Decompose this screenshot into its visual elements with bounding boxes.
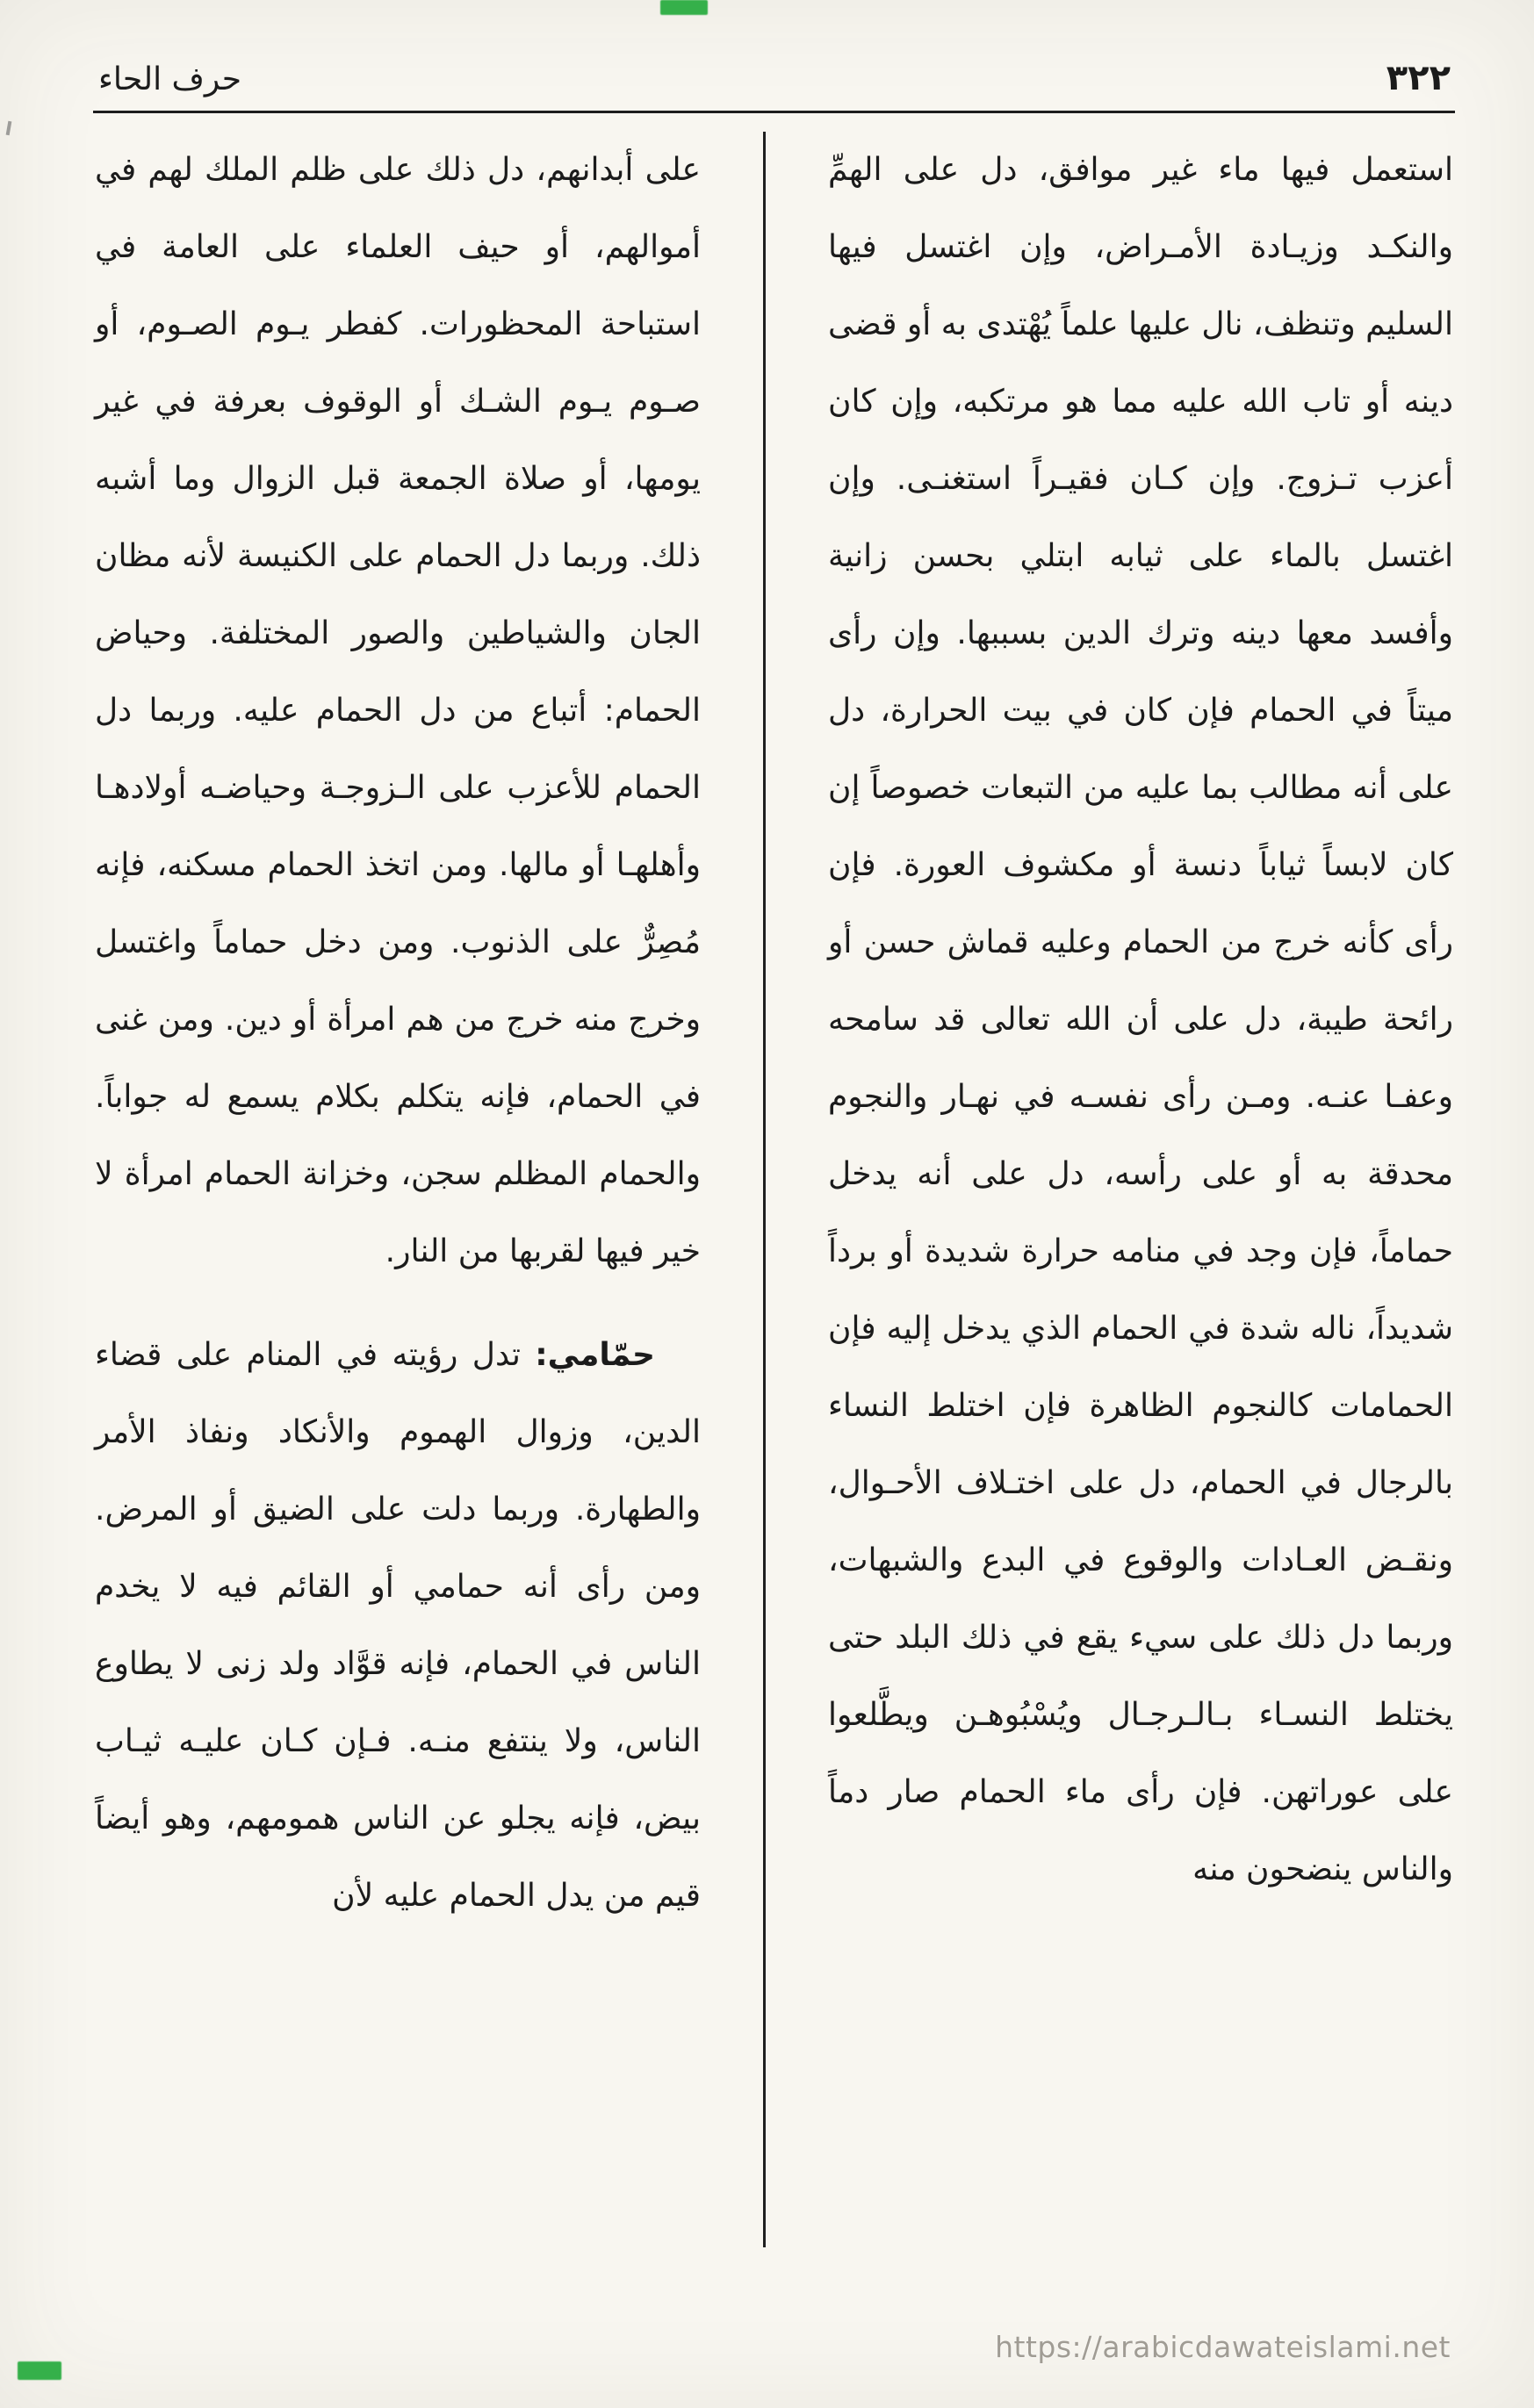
dictionary-entry — [95, 1317, 701, 1935]
scan-artifact-bottom — [18, 2361, 61, 2380]
right-column-paragraph: استعمل فيها ماء غير موافق، دل على الهمِّ والنكـد وزيـادة الأمـراض، وإن اغتسل فيها السليم وتنظف، نال عليها علماً يُهْتدى به أو قضى دينه أو تاب الله عليه مما هو مرتكبه، وإن كان أعزب تـزوج. وإن كـان فقيـراً استغنـى. وإن اغتسل بالماء على ثيابه ابتلي بحسن زانية وأفسد معها دينه وترك الدين بسببها. وإن رأى ميتاً في الحمام فإن كان في بيت الحرارة، دل على أنه مطالب بما عليه من التبعات خصوصاً إن كان لابساً ثياباً دنسة أو مكشوف العورة. فإن رأى كأنه خرج من الحمام وعليه قماش حسن أو رائحة طيبة، دل على أن الله تعالى قد سامحه وعفـا عنـه. ومـن رأى نفسـه في نهـار والنجوم محدقة به أو على رأسه، دل على أنه يدخل حماماً، فإن وجد في منامه حرارة شديدة أو برداً شديداً، ناله شدة في الحمام الذي يدخل إليه فإن الحمامات كالنجوم الظاهرة فإن اختلط النساء بالرجال في الحمام، دل على اختـلاف الأحـوال، ونقـض العـادات والوقوع في البدع والشبهات، وربما دل ذلك على سيء يقع في ذلك البلد حتى يختلط النسـاء بـالـرجـال ويُسْبُوهـن ويطَّلعوا على عوراتهن. فإن رأى ماء الحمام صار دماً والناس ينضحون منه — [828, 152, 1453, 1887]
left-column — [95, 132, 701, 2313]
scan-artifact-top — [660, 0, 708, 15]
page-header — [98, 58, 1451, 98]
text-columns — [95, 132, 1453, 2313]
section-title: حرف الحاء — [98, 61, 241, 97]
right-column — [828, 132, 1453, 2313]
entry-headword: حمّامي: — [535, 1337, 655, 1373]
page-number: ٣٢٢ — [1386, 58, 1451, 98]
entry-body: تدل رؤيته في المنام على قضاء الدين، وزوال الهموم والأنكاد ونفاذ الأمر والطهارة. وربما دلت على الضيق أو المرض. ومن رأى أنه حمامي أو القائم فيه لا يخدم الناس في الحمام، فإنه قوَّاد ولد زنى لا يطاوع الناس، ولا ينتفع منـه. فـإن كـان عليـه ثيـاب بيض، فإنه يجلو عن الناس همومهم، وهو أيضاً قيم من يدل الحمام عليه لأن — [95, 1337, 701, 1914]
scan-speck — [6, 121, 12, 135]
watermark-url: https://arabicdawateislami.net — [995, 2330, 1451, 2364]
left-column-paragraph: على أبدانهم، دل ذلك على ظلم الملك لهم في أموالهم، أو حيف العلماء على العامة في استباحة المحظورات. كفطر يـوم الصـوم، أو صـوم يـوم الشـك أو الوقوف بعرفة في غير يومها، أو صلاة الجمعة قبل الزوال وما أشبه ذلك. وربما دل الحمام على الكنيسة لأنه مظان الجان والشياطين والصور المختلفة. وحياض الحمام: أتباع من دل الحمام عليه. وربما دل الحمام للأعزب على الـزوجـة وحياضـه أولادهـا وأهلهـا أو مالها. ومن اتخذ الحمام مسكنه، فإنه مُصِرٌّ على الذنوب. ومن دخل حماماً واغتسل وخرج منه خرج من هم امرأة أو دين. ومن غنى في الحمام، فإنه يتكلم بكلام يسمع له جواباً. والحمام المظلم سجن، وخزانة الحمام امرأة لا خير فيها لقربها من النار. — [95, 152, 701, 1269]
column-divider — [763, 132, 766, 2247]
header-rule — [93, 111, 1455, 113]
